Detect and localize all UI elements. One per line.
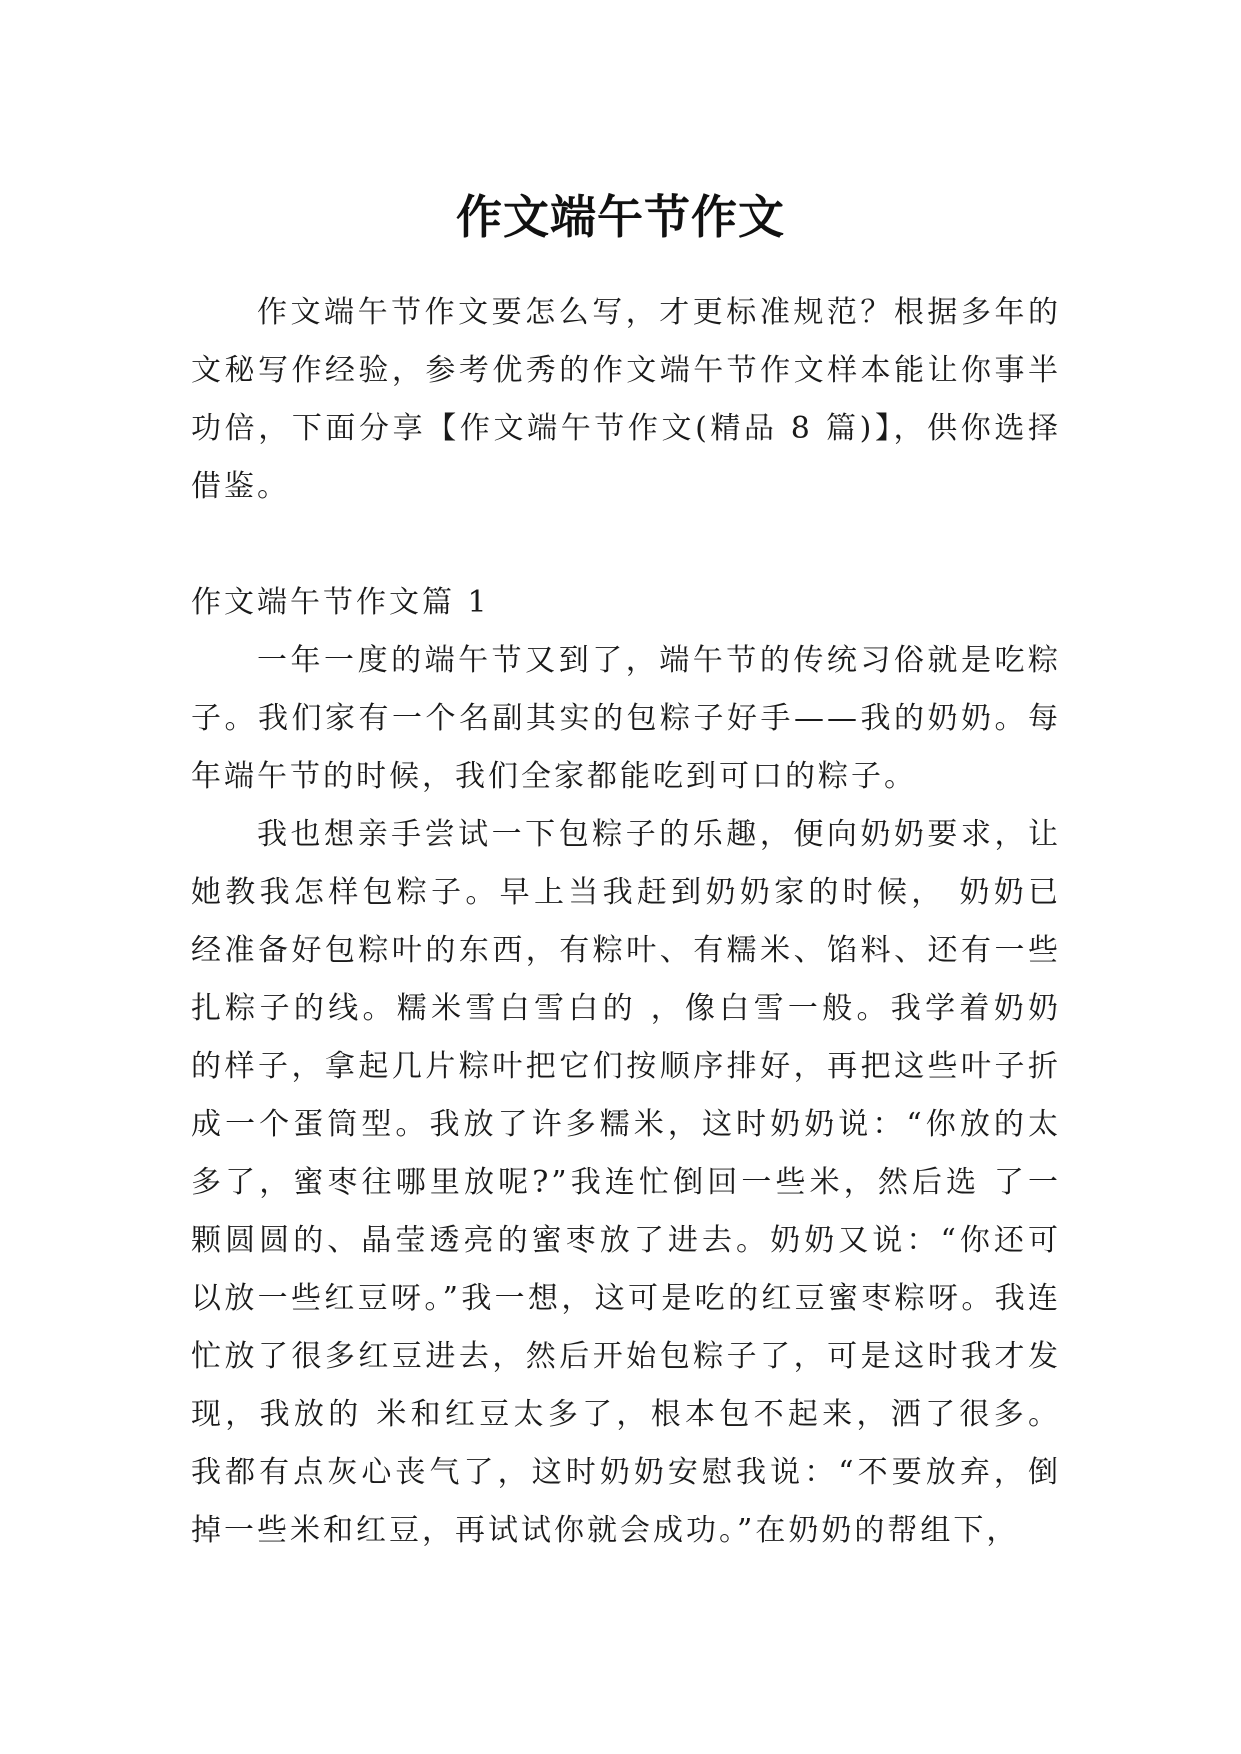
body-paragraph-2: 我也想亲手尝试一下包粽子的乐趣，便向奶奶要求，让她教我怎样包粽子。早上当我赶到奶奶家的时候， 奶奶已经准备好包粽叶的东西，有粽叶、有糯米、馅料、还有一些扎粽子的线。糯米雪白雪白的 ，像白雪一般。我学着奶奶的样子，拿起几片粽叶把它们按顺序排好，再把这些叶子折成一个蛋筒型。我放了许多糯米，这时奶奶说：“你放的太多了，蜜枣往哪里放呢?”我连忙倒回一些米，然后选 了一颗圆圆的、晶莹透亮的蜜枣放了进去。奶奶又说：“你还可以放一些红豆呀。”我一想，这可是吃的红豆蜜枣粽呀。我连忙放了很多红豆进去，然后开始包粽子了，可是这时我才发现，我放的 米和红豆太多了，根本包不起来，洒了很多。我都有点灰心丧气了，这时奶奶安慰我说：“不要放弃，倒掉一些米和红豆，再试试你就会成功。”在奶奶的帮组下， [191, 817, 1061, 1548]
body-paragraph-1: 一年一度的端午节又到了，端午节的传统习俗就是吃粽子。我们家有一个名副其实的包粽子好手——我的奶奶。每年端午节的时候，我们全家都能吃到可口的粽子。 [191, 643, 1061, 794]
section-heading: 作文端午节作文篇 1 [191, 585, 490, 620]
intro-paragraph: 作文端午节作文要怎么写，才更标准规范？根据多年的文秘写作经验，参考优秀的作文端午节作文样本能让你事半功倍，下面分享【作文端午节作文(精品 8 篇)】，供你选择借鉴。 [191, 295, 1061, 504]
document-title: 作文端午节作文 [456, 189, 785, 244]
paragraph-spacer [191, 516, 1061, 574]
document-body [191, 284, 1061, 1560]
